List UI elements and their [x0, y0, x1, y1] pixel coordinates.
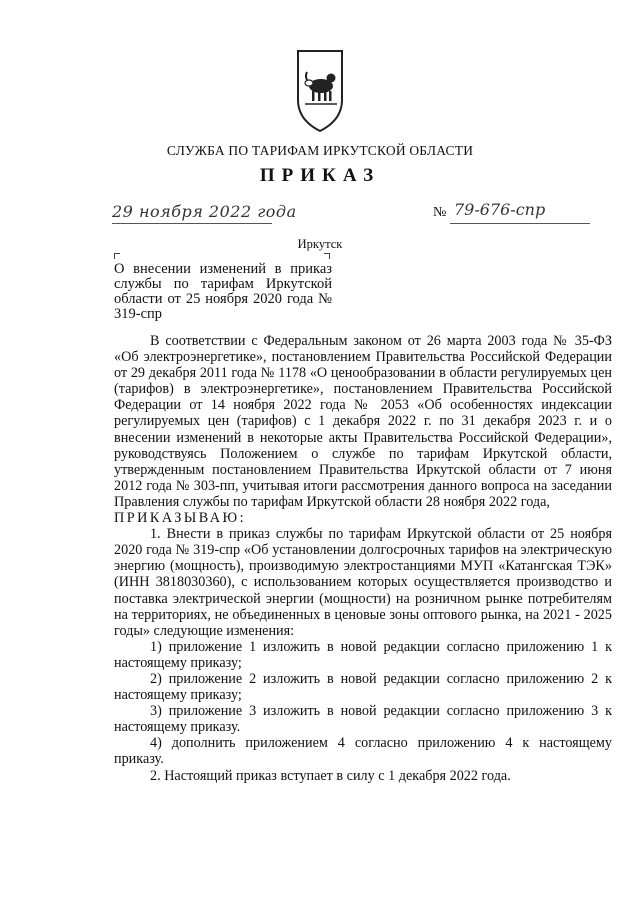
handwritten-date: 29 ноября 2022 года	[112, 202, 297, 221]
preamble-paragraph: В соответствии с Федеральным законом от 26 марта 2003 года № 35-ФЗ «Об электроэнергетике», постановлением Правительства Российской Федерации от 29 декабря 2011 года № 1178 «О ценообразовании в области регулируемых цен (тарифов) в электроэнергетике», постановлением Правительства Российской Федерации от 14 ноября 2022 года № 2053 «Об особенностях индексации регулируемых цен (тарифов) с 1 декабря 2022 г. по 31 декабря 2023 г. и о внесении изменений в некоторые акты Правительства Российской Федерации», руководствуясь Положением о службе по тарифам Иркутской области, утвержденным постановлением Правительства Иркутской области от 7 июня 2012 года № 303-пп, учитывая итоги рассмотрения данного вопроса на заседании Правления службы по тарифам Иркутской области 28 ноября 2022 года,	[114, 333, 612, 510]
document-type-title: ПРИКАЗ	[259, 165, 381, 186]
date-underline	[112, 223, 272, 224]
city-name: Иркутск	[297, 237, 343, 251]
item-1-paragraph: 1. Внести в приказ службы по тарифам Иркутской области от 25 ноября 2020 года № 319-спр «Об установлении долгосрочных тарифов на электрическую энергию (мощность), производимую электростанциями МУП «Катангская ТЭК» (ИНН 3818030360), с использованием которых осуществляется производство и поставка электрической энергии (мощности) на розничном рынке потребителям на территориях, не объединенных в ценовые зоны оптового рынка, на 2021 - 2025 годы» следующие изменения:	[114, 526, 612, 639]
subitem-1-paragraph: 1) приложение 1 изложить в новой редакции согласно приложению 1 к настоящему приказу;	[114, 638, 612, 671]
handwritten-document-number: 79-676-спр	[454, 200, 546, 219]
number-sign: №	[433, 205, 447, 220]
coat-of-arms-icon	[295, 48, 345, 134]
order-subject: О внесении изменений в приказ службы по тарифам Иркутской области от 25 ноября 2020 года № 319-спр	[114, 261, 332, 322]
babr-icon	[305, 72, 337, 104]
subitem-4-paragraph: 4) дополнить приложением 4 согласно приложению 4 к настоящему приказу.	[114, 735, 612, 768]
subject-corner-right	[324, 253, 330, 259]
order-command: ПРИКАЗЫВАЮ:	[114, 510, 247, 527]
order-body	[114, 333, 612, 784]
subitem-2-paragraph: 2) приложение 2 изложить в новой редакции согласно приложению 2 к настоящему приказу;	[114, 670, 612, 704]
subject-corner-left	[114, 253, 120, 259]
item-2-paragraph: 2. Настоящий приказ вступает в силу с 1 декабря 2022 года.	[150, 767, 511, 784]
organization-name: СЛУЖБА ПО ТАРИФАМ ИРКУТСКОЙ ОБЛАСТИ	[166, 143, 474, 158]
number-underline	[450, 223, 590, 224]
subitem-3-paragraph: 3) приложение 3 изложить в новой редакции согласно приложению 3 к настоящему приказу.	[114, 703, 612, 736]
